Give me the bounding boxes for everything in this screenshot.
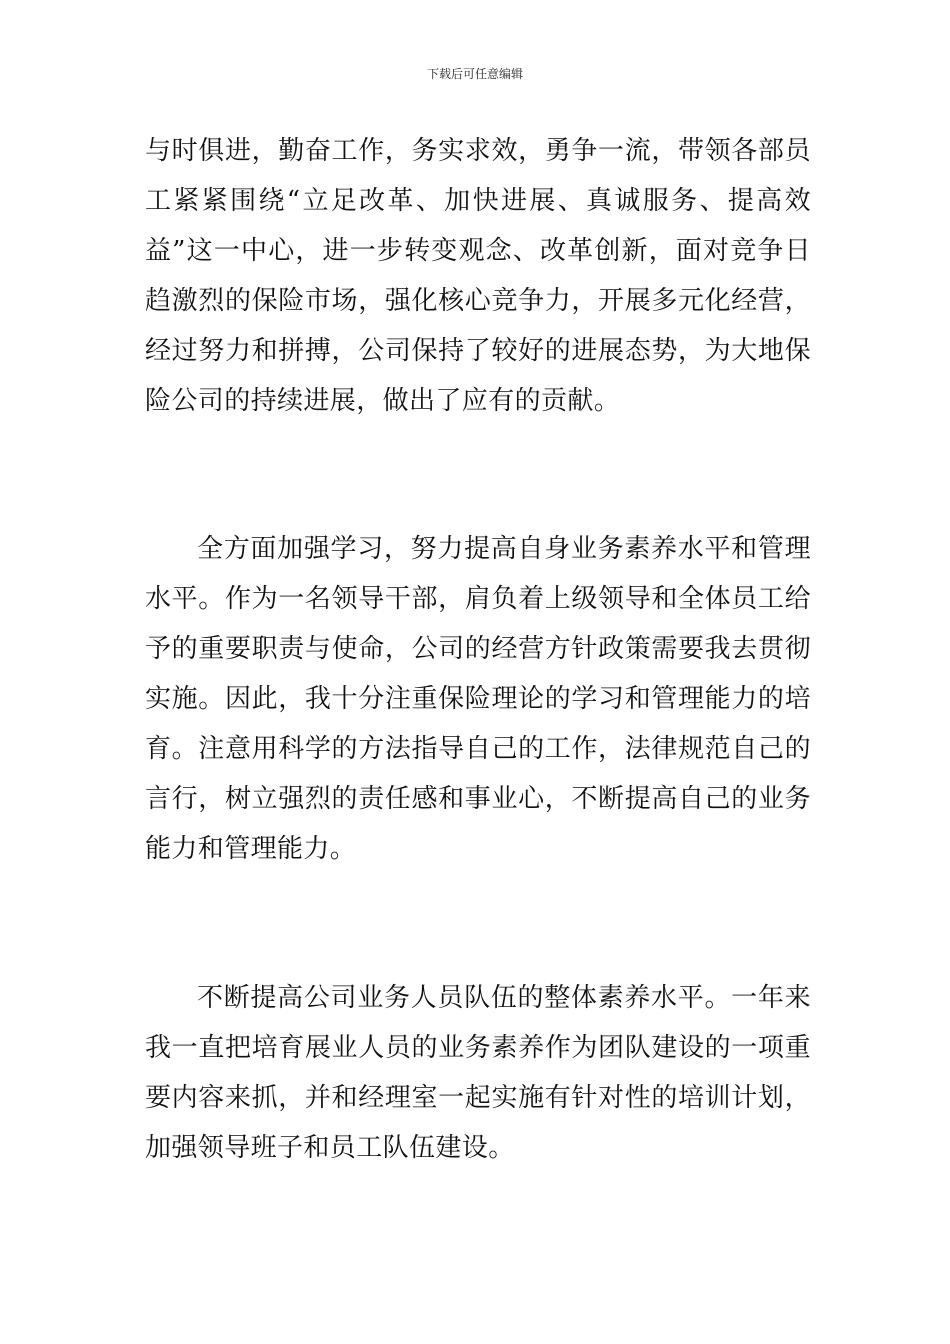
paragraph-1: 与时俱进，勤奋工作，务实求效，勇争一流，带领各部员工紧紧围绕“立足改革、加快进展、真诚服务、提高效益”这一中心，进一步转变观念、改革创新，面对竞争日趋激烈的保险市场，强化核心竞争力，开展多元化经营，经过努力和拼搏，公司保持了较好的进展态势，为大地保险公司的持续进展，做出了应有的贡献。 <box>145 136 811 416</box>
header-note: 下载后可任意编辑 <box>426 67 523 81</box>
paragraph-2: 全方面加强学习，努力提高自身业务素养水平和管理水平。作为一名领导干部，肩负着上级领导和全体员工给予的重要职责与使命，公司的经营方针政策需要我去贯彻实施。因此，我十分注重保险理论的学习和管理能力的培育。注意用科学的方法指导自己的工作，法律规范自己的言行，树立强烈的责任感和事业心，不断提高自己的业务能力和管理能力。 <box>145 534 811 864</box>
paragraph-3: 不断提高公司业务人员队伍的整体素养水平。一年来我一直把培育展业人员的业务素养作为团队建设的一项重要内容来抓，并和经理室一起实施有针对性的培训计划，加强领导班子和员工队伍建设。 <box>145 983 811 1163</box>
